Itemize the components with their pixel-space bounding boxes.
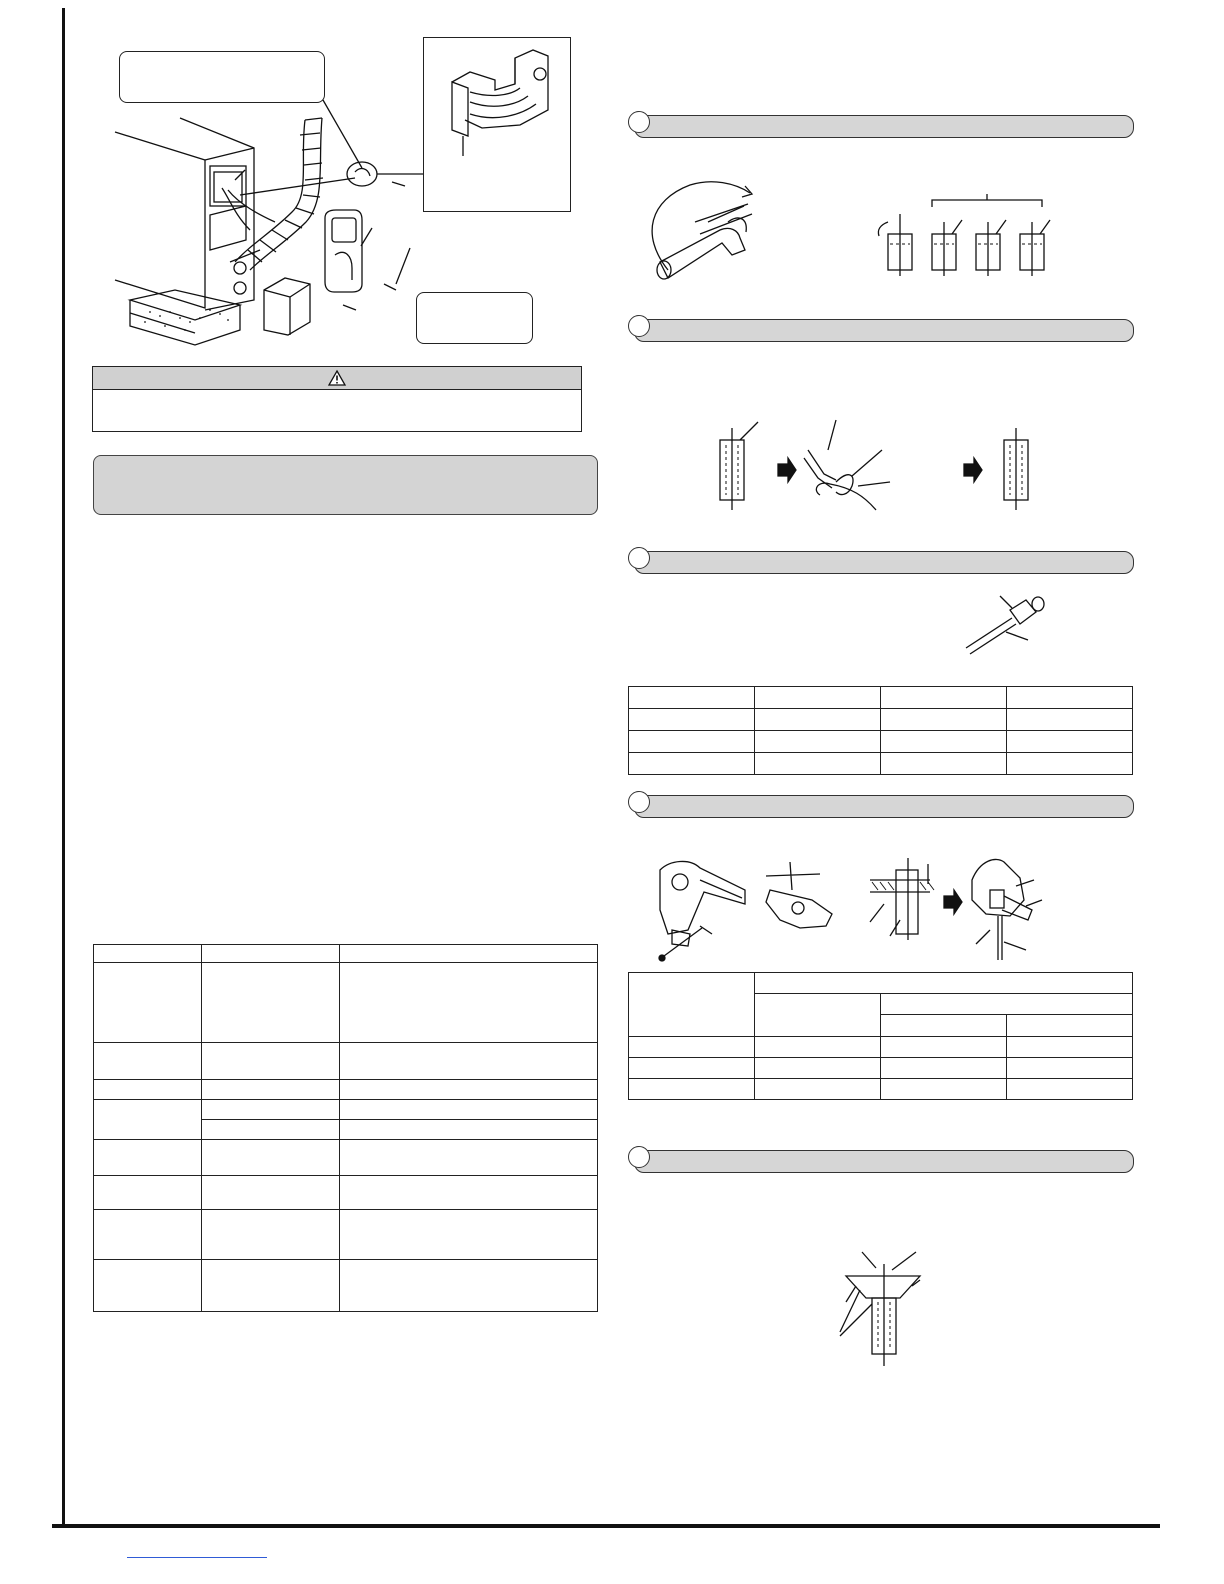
table-cell	[202, 1176, 340, 1210]
table-cell	[340, 1100, 598, 1120]
table-cell	[1007, 709, 1133, 731]
table-cell	[755, 753, 881, 775]
table-cell	[881, 1037, 1007, 1058]
table-cell	[629, 1037, 755, 1058]
table-cell	[629, 731, 755, 753]
table-cell	[94, 1176, 202, 1210]
table-cell	[340, 1140, 598, 1176]
table-cell	[340, 1080, 598, 1100]
table-header-cell	[881, 1015, 1007, 1037]
section-marker-4	[628, 791, 650, 813]
table-header-cell	[755, 687, 881, 709]
table-cell	[340, 1120, 598, 1140]
table-cell	[755, 1037, 881, 1058]
table-header-cell	[629, 687, 755, 709]
table-header-cell	[629, 973, 755, 1037]
table-cell	[881, 709, 1007, 731]
table-cell	[755, 1058, 881, 1079]
deburring-illustration	[0, 300, 1224, 530]
table-cell	[202, 1100, 340, 1120]
table-cell	[202, 963, 340, 1043]
table-cell	[1007, 731, 1133, 753]
section-marker-3	[628, 547, 650, 569]
table-cell	[340, 1043, 598, 1080]
table-cell	[629, 753, 755, 775]
section-marker-5	[628, 1146, 650, 1168]
table-cell	[755, 709, 881, 731]
section-bar-4	[634, 795, 1134, 818]
footer-rule	[52, 1524, 1160, 1528]
section-bar-5	[634, 1150, 1134, 1173]
table-cell	[881, 753, 1007, 775]
table-cell	[94, 1080, 202, 1100]
table-cell	[340, 963, 598, 1043]
flaring-tool-illustration	[0, 830, 1224, 970]
table-cell	[629, 1058, 755, 1079]
table-cell	[1007, 1058, 1133, 1079]
table-header-cell	[881, 994, 1133, 1015]
table-cell	[755, 1079, 881, 1100]
table-cell	[629, 709, 755, 731]
table-header-cell	[1007, 687, 1133, 709]
table-header-cell	[755, 994, 881, 1037]
table-cell	[340, 1176, 598, 1210]
table-cell	[881, 731, 1007, 753]
table-cell	[755, 731, 881, 753]
table-cell	[202, 1140, 340, 1176]
table-cell	[94, 1140, 202, 1176]
footer-link[interactable]	[127, 1557, 267, 1558]
flare-dimension-table	[628, 972, 1133, 1100]
table-header-cell	[755, 973, 1133, 994]
table-cell	[881, 1079, 1007, 1100]
flare-check-illustration	[0, 1240, 1224, 1380]
table-cell	[202, 1080, 340, 1100]
table-cell	[202, 1120, 340, 1140]
table-header-cell	[1007, 1015, 1133, 1037]
table-cell	[94, 963, 202, 1043]
table-cell	[1007, 1079, 1133, 1100]
table-cell	[202, 1043, 340, 1080]
table-cell	[1007, 1037, 1133, 1058]
table-cell	[94, 1100, 202, 1140]
flare-nut-illustration	[0, 570, 1224, 660]
table-cell	[94, 1043, 202, 1080]
table-header-cell	[881, 687, 1007, 709]
flare-nut-table	[628, 686, 1133, 775]
table-cell	[881, 1058, 1007, 1079]
table-cell	[629, 1079, 755, 1100]
pipe-cutting-illustration	[0, 0, 1224, 300]
table-cell	[1007, 753, 1133, 775]
